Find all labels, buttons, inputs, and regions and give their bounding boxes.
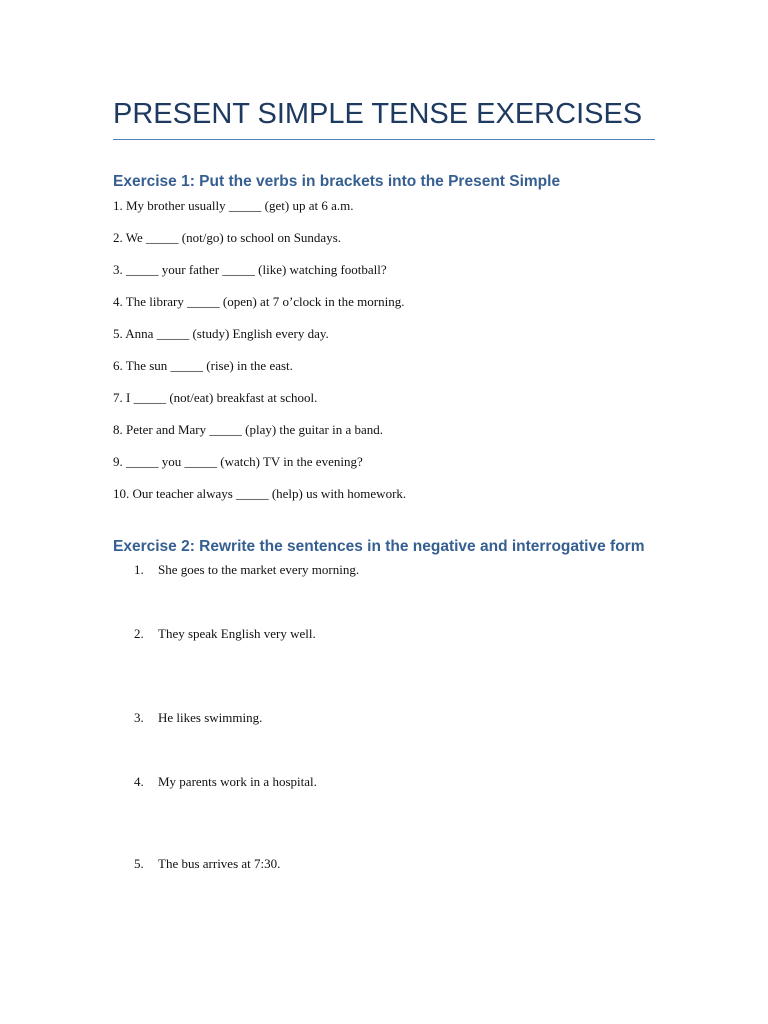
exercise-1-item: 9. _____ you _____ (watch) TV in the evening? [113,454,363,469]
exercise-1-list [113,196,406,516]
item-number: 3. [134,710,144,725]
item-number: 5. [134,856,144,871]
exercise-1-item: 4. The library _____ (open) at 7 o’clock in the morning. [113,294,405,309]
item-sentence: They speak English very well. [158,626,316,641]
item-sentence: My parents work in a hospital. [158,774,317,789]
item-number: 1. [134,562,144,577]
exercise-1-item: 2. We _____ (not/go) to school on Sundays. [113,230,342,245]
exercise-1-item: 6. The sun _____ (rise) in the east. [113,358,293,373]
exercise-1-item: 5. Anna _____ (study) English every day. [113,326,329,341]
exercise-1-item: 10. Our teacher always _____ (help) us with homework. [113,486,407,501]
exercise-1-item: 7. I _____ (not/eat) breakfast at school. [113,390,318,405]
page-title: PRESENT SIMPLE TENSE EXERCISES [113,98,643,130]
title-underline [113,139,655,140]
item-sentence: She goes to the market every morning. [158,562,360,577]
item-sentence: He likes swimming. [158,710,263,725]
item-sentence: The bus arrives at 7:30. [158,856,281,871]
exercise-2-heading: Exercise 2: Rewrite the sentences in the negative and interrogative form [113,538,645,555]
exercise-1-heading: Exercise 1: Put the verbs in brackets into the Present Simple [113,173,561,190]
exercise-1-item: 1. My brother usually _____ (get) up at 6 a.m. [113,198,354,213]
item-number: 4. [134,774,144,789]
exercise-1-item: 3. _____ your father _____ (like) watching football? [113,262,387,277]
item-number: 2. [134,626,144,641]
exercise-1-item: 8. Peter and Mary _____ (play) the guitar in a band. [113,422,384,437]
